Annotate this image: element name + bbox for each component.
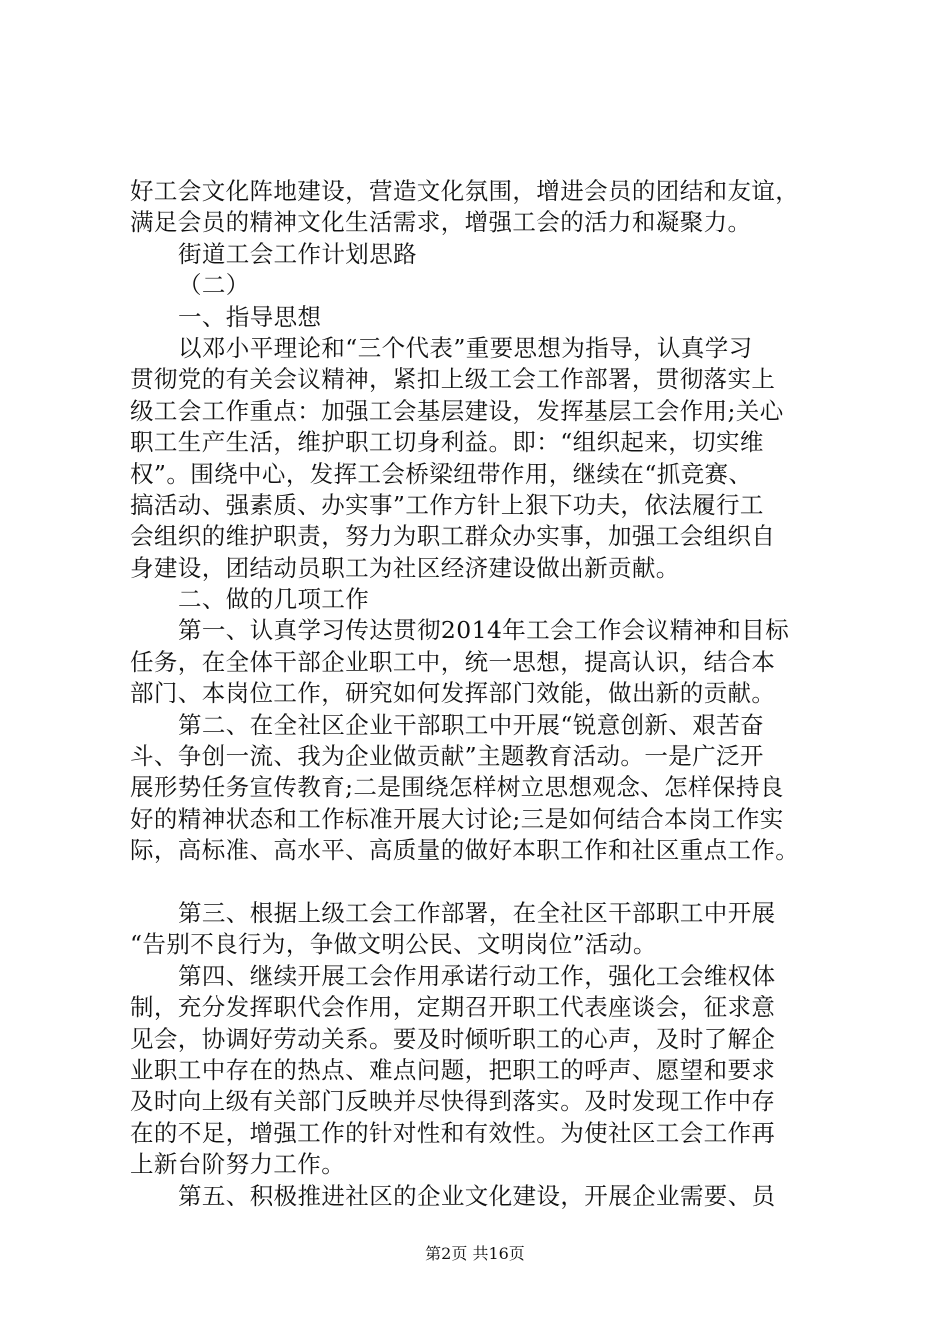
- text-line: 身建设，团结动员职工为社区经济建设做出新贡献。: [130, 553, 680, 582]
- text-line: 搞活动、强素质、办实事”工作方针上狠下功夫，依法履行工: [130, 490, 764, 519]
- text-line: 部门、本岗位工作，研究如何发挥部门效能，做出新的贡献。: [130, 679, 776, 708]
- text-line: 职工生产生活，维护职工切身利益。即：“组织起来，切实维: [130, 428, 764, 457]
- document-body: [130, 176, 848, 1212]
- text-line: 上新台阶努力工作。: [130, 1150, 346, 1179]
- text-line: 贯彻党的有关会议精神，紧扣上级工会工作部署，贯彻落实上: [130, 365, 776, 394]
- text-line: “告别不良行为，争做文明公民、文明岗位”活动。: [130, 930, 657, 959]
- text-line: 见会，协调好劳动关系。要及时倾听职工的心声，及时了解企: [130, 1024, 776, 1053]
- text-line: 际，高标准、高水平、高质量的做好本职工作和社区重点工作。: [130, 836, 800, 865]
- text-line: 及时向上级有关部门反映并尽快得到落实。及时发现工作中存: [130, 1087, 776, 1116]
- text-line: 级工会工作重点：加强工会基层建设，发挥基层工会作用;关心: [130, 396, 784, 425]
- heading-guiding-thought: 一、指导思想: [178, 302, 322, 331]
- text-line: 好工会文化阵地建设，营造文化氛围，增进会员的团结和友谊，: [130, 177, 800, 205]
- paragraph-gap: [130, 867, 848, 898]
- text-line: 满足会员的精神文化生活需求，增强工会的活力和凝聚力。: [130, 208, 752, 237]
- text-line: 第三、根据上级工会工作部署，在全社区干部职工中开展: [178, 898, 776, 927]
- text-line: 在的不足，增强工作的针对性和有效性。为使社区工会工作再: [130, 1118, 776, 1147]
- text-line: 斗、争创一流、我为企业做贡献”主题教育活动。一是广泛开: [130, 742, 764, 771]
- text-line: 制，充分发挥职代会作用，定期召开职工代表座谈会，征求意: [130, 993, 776, 1022]
- text-line: 好的精神状态和工作标准开展大讨论;三是如何结合本岗工作实: [130, 804, 784, 833]
- page-number-footer: 第2页 共16页: [425, 1244, 525, 1263]
- section-number: （二）: [178, 271, 250, 300]
- text-line: 权”。围绕中心，发挥工会桥梁纽带作用，继续在“抓竞赛、: [130, 459, 753, 488]
- section-title: 街道工会工作计划思路: [178, 239, 417, 268]
- text-line: 展形势任务宣传教育;二是围绕怎样树立思想观念、怎样保持良: [130, 773, 784, 802]
- text-line: 任务，在全体干部企业职工中，统一思想，提高认识，结合本: [130, 647, 776, 676]
- heading-work-items: 二、做的几项工作: [178, 585, 370, 614]
- text-line: 业职工中存在的热点、难点问题，把职工的呼声、愿望和要求: [130, 1055, 776, 1084]
- text-line: 会组织的维护职责，努力为职工群众办实事，加强工会组织自: [130, 522, 776, 551]
- text-line: 第一、认真学习传达贯彻2014年工会工作会议精神和目标: [178, 616, 790, 645]
- text-line: 第四、继续开展工会作用承诺行动工作，强化工会维权体: [178, 961, 776, 990]
- text-line: 第五、积极推进社区的企业文化建设，开展企业需要、员: [178, 1181, 776, 1210]
- text-line: 以邓小平理论和“三个代表”重要思想为指导，认真学习: [178, 333, 753, 362]
- text-line: 第二、在全社区企业干部职工中开展“锐意创新、艰苦奋: [178, 710, 765, 739]
